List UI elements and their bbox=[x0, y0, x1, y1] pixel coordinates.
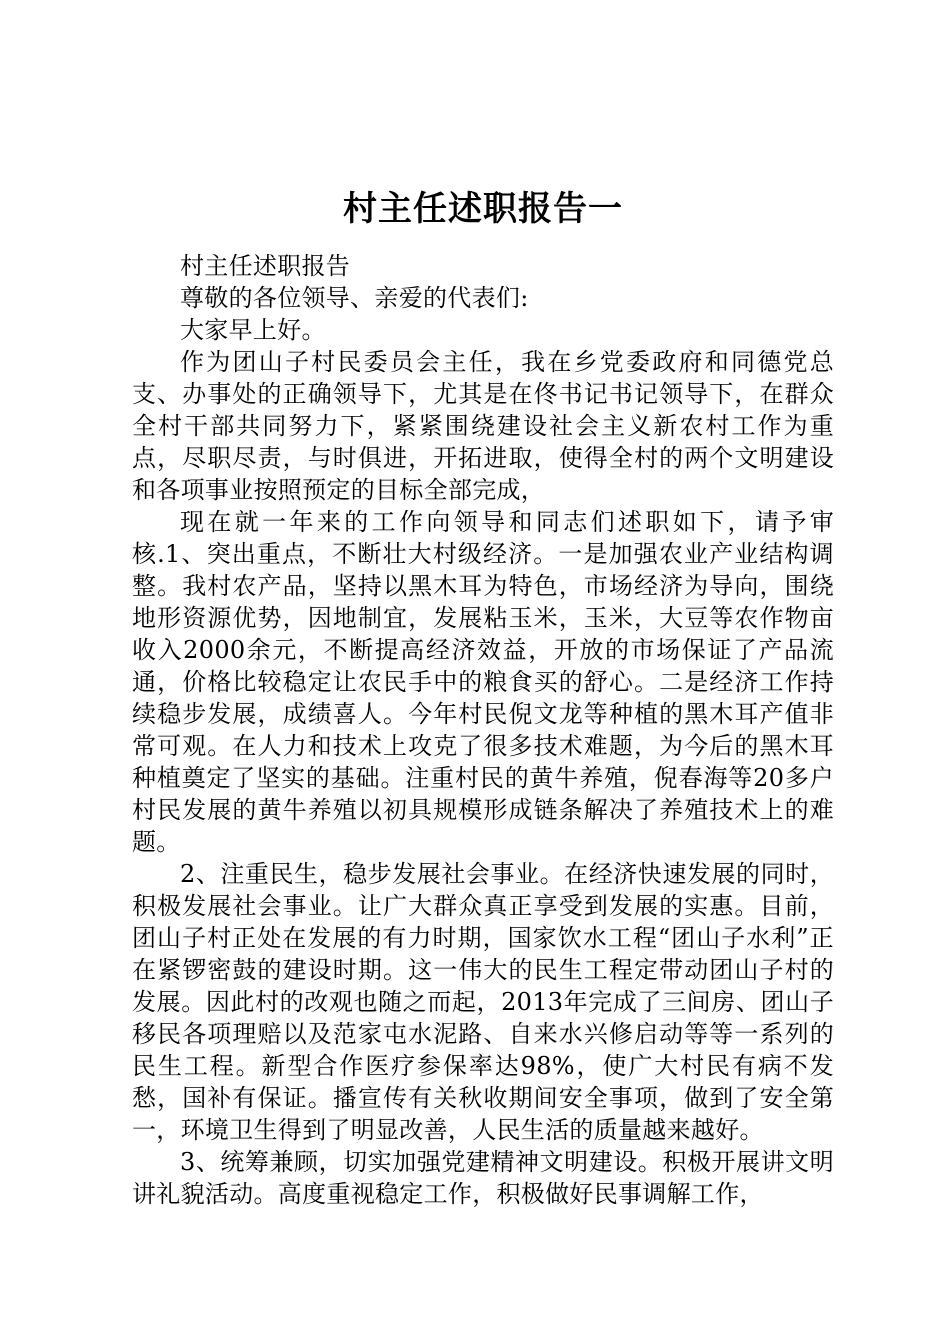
greeting-line: 大家早上好。 bbox=[180, 316, 326, 344]
report-heading-line: 村主任述职报告 bbox=[180, 252, 351, 280]
intro-paragraph: 作为团山子村民委员会主任，我在乡党委政府和同德党总支、办事处的正确领导下，尤其是在佟书记书记领导下，在群众全村干部共同努力下，紧紧围绕建设社会主义新农村工作为重点，尽职尽责，与时俱进，开拓进取，使得全村的两个文明建设和各项事业按照预定的目标全部完成， bbox=[132, 348, 834, 504]
document-title: 村主任述职报告一 bbox=[343, 189, 623, 229]
economy-paragraph: 现在就一年来的工作向领导和同志们述职如下，请予审核.1、突出重点，不断壮大村级经济。一是加强农业产业结构调整。我村农产品，坚持以黑木耳为特色，市场经济为导向，围绕地形资源优势，因地制宜，发展粘玉米，玉米，大豆等农作物亩收入2000余元，不断提高经济效益，开放的市场保证了产品流通，价格比较稳定让农民手中的粮食买的舒心。二是经济工作持续稳步发展，成绩喜人。今年村民倪文龙等种植的黑木耳产值非常可观。在人力和技术上攻克了很多技术难题，为今后的黑木耳种植奠定了坚实的基础。注重村民的黄牛养殖，倪春海等20多户村民发展的黄牛养殖以初具规模形成链条解决了养殖技术上的难题。 bbox=[132, 508, 834, 856]
salutation-line: 尊敬的各位领导、亲爱的代表们: bbox=[180, 284, 529, 312]
party-building-paragraph: 3、统筹兼顾，切实加强党建精神文明建设。积极开展讲文明讲礼貌活动。高度重视稳定工作，积极做好民事调解工作， bbox=[132, 1148, 834, 1208]
livelihood-paragraph: 2、注重民生，稳步发展社会事业。在经济快速发展的同时，积极发展社会事业。让广大群众真正享受到发展的实惠。目前，团山子村正处在发展的有力时期，国家饮水工程“团山子水利”正在紧锣密鼓的建设时期。这一伟大的民生工程定带动团山子村的发展。因此村的改观也随之而起，2013年完成了三间房、团山子移民各项理赔以及范家屯水泥路、自来水兴修启动等等一系列的民生工程。新型合作医疗参保率达98%，使广大村民有病不发愁，国补有保证。播宣传有关秋收期间安全事项，做到了安全第一，环境卫生得到了明显改善，人民生活的质量越来越好。 bbox=[132, 860, 834, 1144]
